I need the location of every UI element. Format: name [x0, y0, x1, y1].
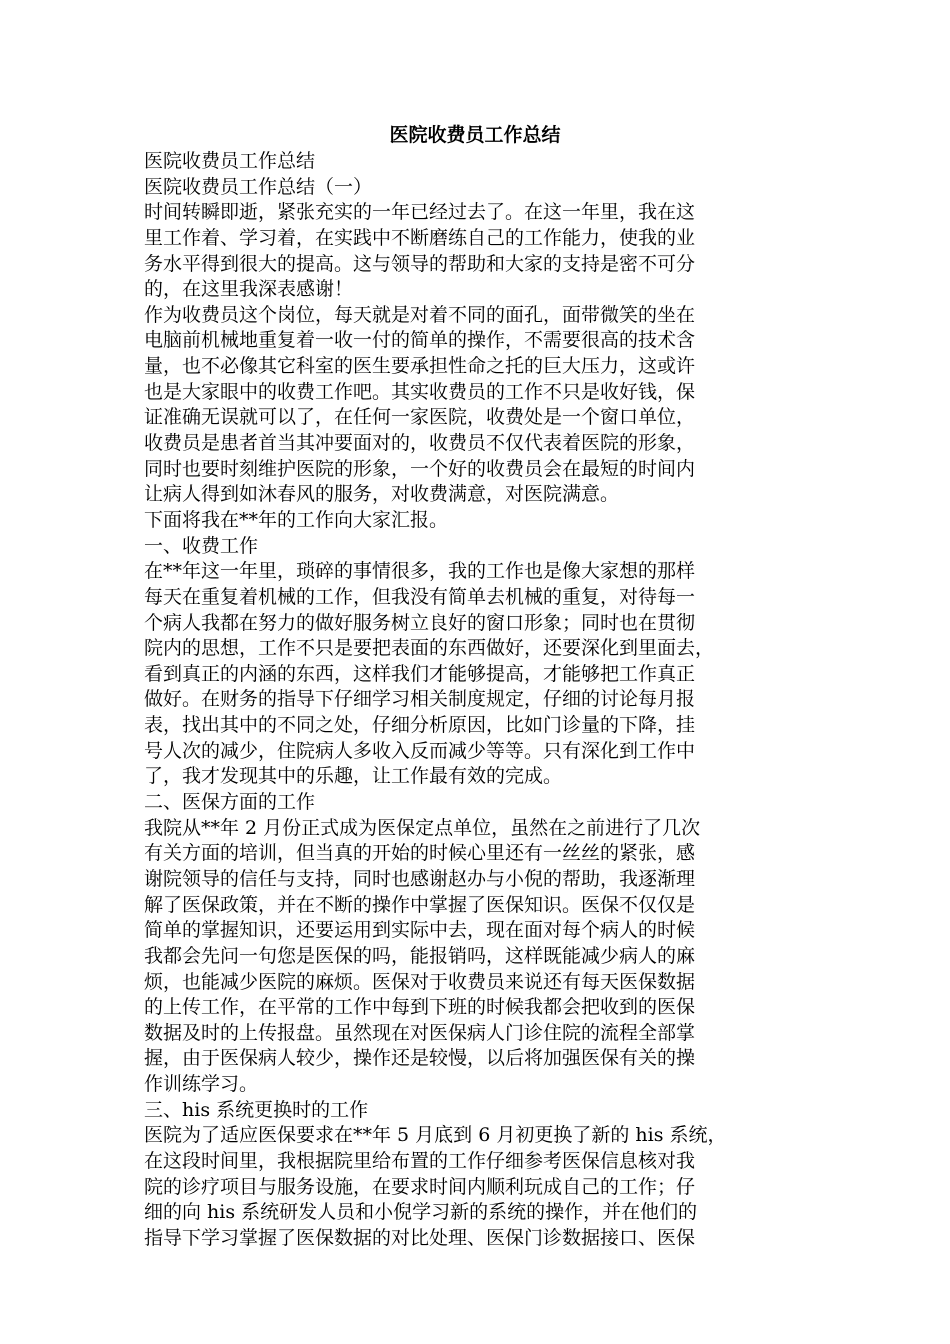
text-line: 医院为了适应医保要求在**年 5 月底到 6 月初更换了新的 his 系统， — [144, 1124, 727, 1147]
text-line: 的上传工作，在平常的工作中每到下班的时候我都会把收到的医保 — [144, 996, 696, 1019]
text-line: 务水平得到很大的提高。这与领导的帮助和大家的支持是密不可分 — [144, 252, 696, 275]
text-line: 院的诊疗项目与服务设施，在要求时间内顺利玩成自己的工作；仔 — [144, 1175, 696, 1198]
text-line: 里工作着、学习着，在实践中不断磨练自己的工作能力，使我的业 — [144, 226, 696, 249]
text-line: 烦，也能减少医院的麻烦。医保对于收费员来说还有每天医保数据 — [144, 970, 696, 993]
text-line: 谢院领导的信任与支持，同时也感谢赵办与小倪的帮助，我逐渐理 — [144, 867, 696, 890]
text-line: 时间转瞬即逝，紧张充实的一年已经过去了。在这一年里，我在这 — [144, 201, 696, 224]
text-line: 每天在重复着机械的工作，但我没有简单去机械的重复，对待每一 — [144, 585, 696, 608]
text-line: 表，找出其中的不同之处，仔细分析原因，比如门诊量的下降，挂 — [144, 714, 696, 737]
text-line: 我院从**年 2 月份正式成为医保定点单位，虽然在之前进行了几次 — [144, 816, 701, 839]
text-line: 号人次的减少，住院病人多收入反而减少等等。只有深化到工作中 — [144, 739, 696, 762]
text-line: 在**年这一年里，琐碎的事情很多，我的工作也是像大家想的那样 — [144, 560, 696, 583]
text-line: 有关方面的培训，但当真的开始的时候心里还有一丝丝的紧张，感 — [144, 842, 696, 865]
text-line: 握，由于医保病人较少，操作还是较慢，以后将加强医保有关的操 — [144, 1047, 696, 1070]
text-line: 作为收费员这个岗位，每天就是对着不同的面孔，面带微笑的坐在 — [144, 303, 696, 326]
text-line: 一、收费工作 — [144, 534, 259, 557]
text-line: 证准确无误就可以了，在任何一家医院，收费处是一个窗口单位， — [144, 406, 696, 429]
text-line: 医院收费员工作总结 — [144, 150, 316, 172]
text-line: 的，在这里我深表感谢！ — [144, 278, 354, 301]
text-line: 解了医保政策，并在不断的操作中掌握了医保知识。医保不仅仅是 — [144, 893, 696, 916]
text-line: 电脑前机械地重复着一收一付的简单的操作，不需要很高的技术含 — [144, 329, 696, 352]
text-line: 量，也不必像其它科室的医生要承担性命之托的巨大压力，这或许 — [144, 355, 696, 378]
text-line: 指导下学习掌握了医保数据的对比处理、医保门诊数据接口、医保 — [144, 1226, 696, 1249]
text-line: 简单的掌握知识，还要运用到实际中去，现在面对每个病人的时候 — [144, 919, 696, 942]
text-line: 收费员是患者首当其冲要面对的，收费员不仅代表着医院的形象， — [144, 432, 696, 455]
text-line: 作训练学习。 — [144, 1073, 259, 1096]
text-line: 医院收费员工作总结（一） — [144, 175, 373, 198]
text-line: 了，我才发现其中的乐趣，让工作最有效的完成。 — [144, 765, 563, 788]
text-line: 看到真正的内涵的东西，这样我们才能够提高，才能够把工作真正 — [144, 662, 696, 685]
text-line: 让病人得到如沐春风的服务，对收费满意，对医院满意。 — [144, 483, 620, 506]
text-line: 院内的思想，工作不只是要把表面的东西做好，还要深化到里面去， — [144, 637, 715, 660]
text-line: 三、his 系统更换时的工作 — [144, 1098, 369, 1121]
text-line: 细的向 his 系统研发人员和小倪学习新的系统的操作，并在他们的 — [144, 1201, 698, 1224]
document-title: 医院收费员工作总结 — [389, 124, 561, 146]
text-line: 做好。在财务的指导下仔细学习相关制度规定，仔细的讨论每月报 — [144, 688, 696, 711]
text-line: 我都会先问一句您是医保的吗，能报销吗，这样既能减少病人的麻 — [144, 944, 696, 967]
text-line: 个病人我都在努力的做好服务树立良好的窗口形象；同时也在贯彻 — [144, 611, 696, 634]
text-line: 同时也要时刻维护医院的形象，一个好的收费员会在最短的时间内 — [144, 457, 696, 480]
text-line: 二、医保方面的工作 — [144, 791, 316, 814]
text-line: 下面将我在**年的工作向大家汇报。 — [144, 508, 449, 531]
text-line: 也是大家眼中的收费工作吧。其实收费员的工作不只是收好钱，保 — [144, 380, 696, 403]
text-line: 在这段时间里，我根据院里给布置的工作仔细参考医保信息核对我 — [144, 1149, 696, 1172]
document-body — [144, 149, 804, 1252]
text-line: 数据及时的上传报盘。虽然现在对医保病人门诊住院的流程全部掌 — [144, 1021, 696, 1044]
